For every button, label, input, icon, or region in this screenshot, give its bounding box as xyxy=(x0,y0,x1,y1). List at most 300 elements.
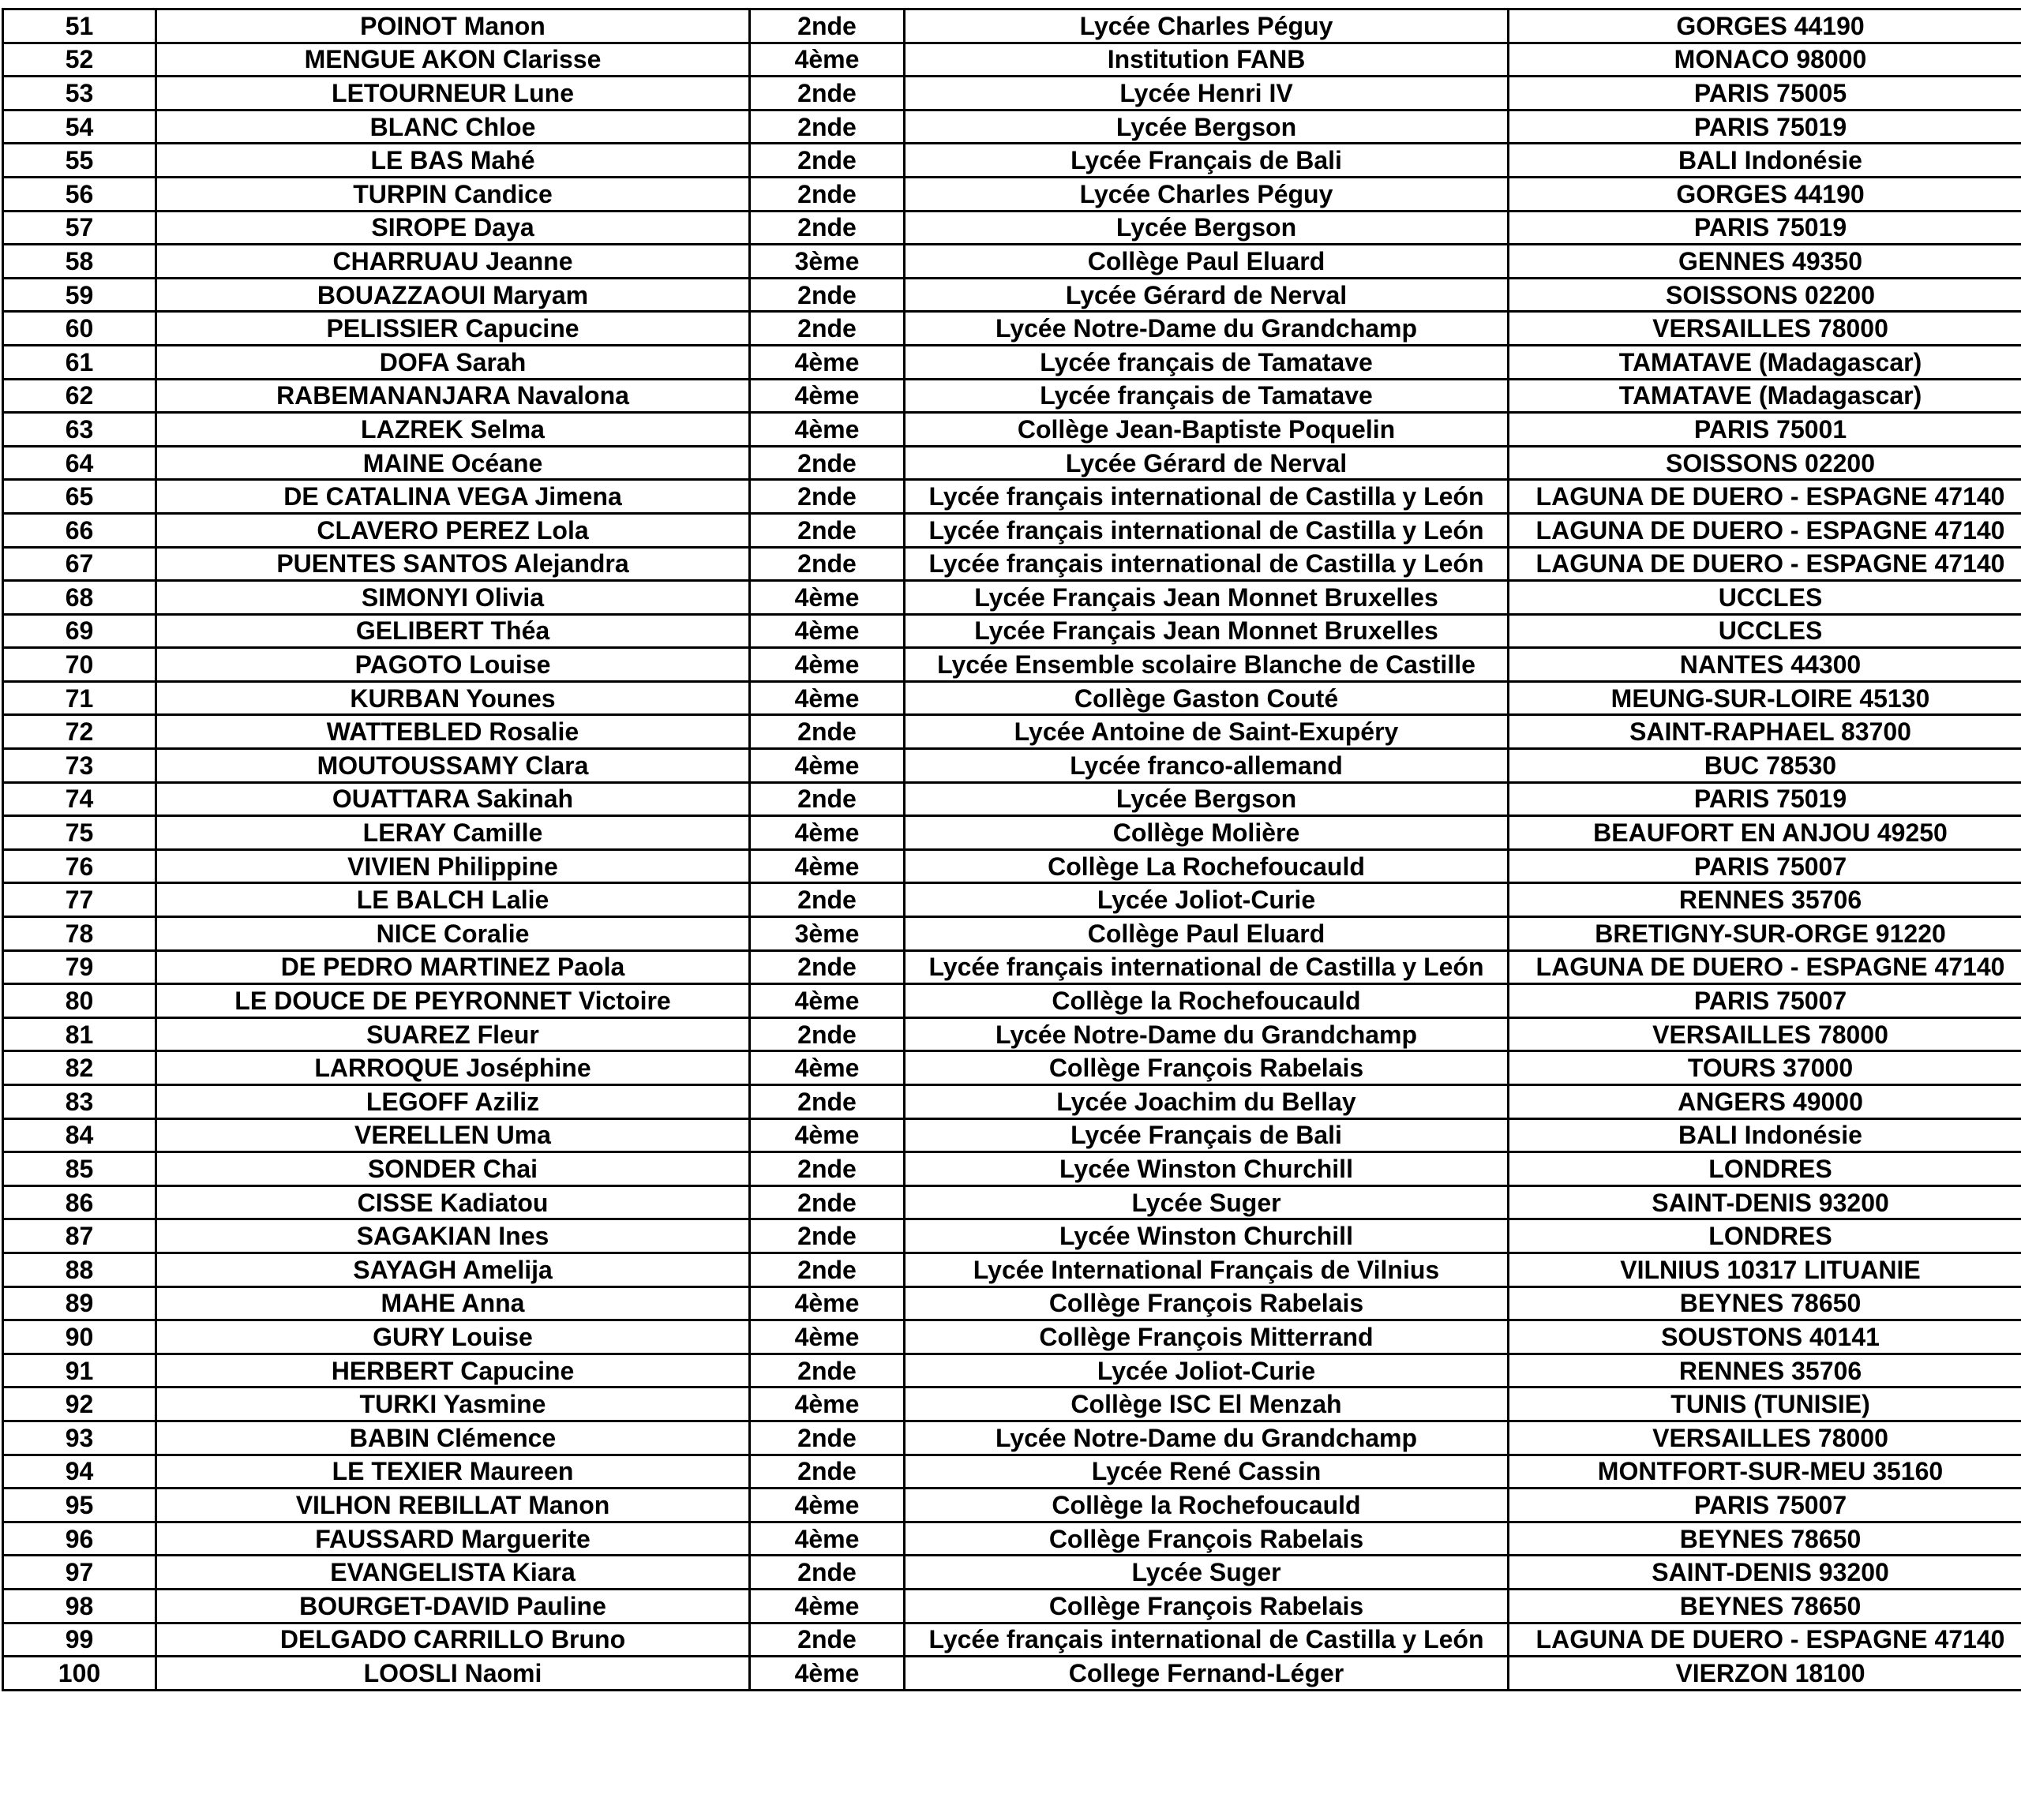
class-level-cell: 4ème xyxy=(750,984,905,1018)
table-body xyxy=(3,9,2021,1691)
city-cell: PARIS 75005 xyxy=(1509,77,2021,110)
table-row xyxy=(3,1118,2021,1152)
city-cell: LAGUNA DE DUERO - ESPAGNE 47140 xyxy=(1509,513,2021,547)
student-name-cell: LEGOFF Aziliz xyxy=(156,1085,750,1119)
table-row xyxy=(3,1455,2021,1489)
table-row xyxy=(3,1219,2021,1253)
table-row xyxy=(3,278,2021,312)
student-name-cell: CISSE Kadiatou xyxy=(156,1185,750,1219)
row-number-cell: 74 xyxy=(3,782,156,816)
student-name-cell: TURKI Yasmine xyxy=(156,1387,750,1421)
class-level-cell: 2nde xyxy=(750,782,905,816)
city-cell: MONACO 98000 xyxy=(1509,43,2021,77)
city-cell: BALI Indonésie xyxy=(1509,1118,2021,1152)
city-cell: VILNIUS 10317 LITUANIE xyxy=(1509,1253,2021,1286)
student-name-cell: BLANC Chloe xyxy=(156,110,750,144)
table-row xyxy=(3,1623,2021,1657)
table-row xyxy=(3,1387,2021,1421)
row-number-cell: 60 xyxy=(3,312,156,346)
city-cell: VIERZON 18100 xyxy=(1509,1657,2021,1691)
row-number-cell: 73 xyxy=(3,749,156,783)
student-name-cell: POINOT Manon xyxy=(156,9,750,43)
table-row xyxy=(3,984,2021,1018)
table-row xyxy=(3,782,2021,816)
student-name-cell: NICE Coralie xyxy=(156,917,750,951)
class-level-cell: 4ème xyxy=(750,1118,905,1152)
school-name-cell: Collège François Rabelais xyxy=(905,1522,1509,1556)
student-name-cell: LARROQUE Joséphine xyxy=(156,1051,750,1085)
class-level-cell: 2nde xyxy=(750,1623,905,1657)
student-name-cell: LE TEXIER Maureen xyxy=(156,1455,750,1489)
table-row xyxy=(3,849,2021,883)
class-level-cell: 2nde xyxy=(750,1354,905,1387)
student-name-cell: LETOURNEUR Lune xyxy=(156,77,750,110)
school-name-cell: Collège François Rabelais xyxy=(905,1051,1509,1085)
school-name-cell: Collège la Rochefoucauld xyxy=(905,1489,1509,1522)
student-name-cell: WATTEBLED Rosalie xyxy=(156,715,750,749)
table-row xyxy=(3,1253,2021,1286)
row-number-cell: 88 xyxy=(3,1253,156,1286)
table-row xyxy=(3,950,2021,984)
student-name-cell: PUENTES SANTOS Alejandra xyxy=(156,547,750,581)
class-level-cell: 2nde xyxy=(750,1455,905,1489)
row-number-cell: 68 xyxy=(3,581,156,615)
class-level-cell: 2nde xyxy=(750,1085,905,1119)
school-name-cell: Collège Jean-Baptiste Poquelin xyxy=(905,413,1509,447)
table-row xyxy=(3,581,2021,615)
class-level-cell: 2nde xyxy=(750,144,905,178)
school-name-cell: Lycée français de Tamatave xyxy=(905,379,1509,413)
student-name-cell: EVANGELISTA Kiara xyxy=(156,1556,750,1590)
student-name-cell: GURY Louise xyxy=(156,1320,750,1354)
table-row xyxy=(3,1152,2021,1186)
class-level-cell: 2nde xyxy=(750,883,905,917)
row-number-cell: 99 xyxy=(3,1623,156,1657)
table-row xyxy=(3,413,2021,447)
school-name-cell: Collège François Rabelais xyxy=(905,1589,1509,1623)
city-cell: VERSAILLES 78000 xyxy=(1509,1017,2021,1051)
table-row xyxy=(3,1354,2021,1387)
school-name-cell: Lycée français international de Castilla y León xyxy=(905,513,1509,547)
table-row xyxy=(3,749,2021,783)
table-row xyxy=(3,816,2021,850)
school-name-cell: Collège Gaston Couté xyxy=(905,681,1509,715)
class-level-cell: 4ème xyxy=(750,749,905,783)
class-level-cell: 4ème xyxy=(750,1522,905,1556)
city-cell: BEYNES 78650 xyxy=(1509,1286,2021,1320)
table-row xyxy=(3,1085,2021,1119)
row-number-cell: 79 xyxy=(3,950,156,984)
school-name-cell: Lycée français international de Castilla y León xyxy=(905,1623,1509,1657)
class-level-cell: 2nde xyxy=(750,278,905,312)
school-name-cell: College Fernand-Léger xyxy=(905,1657,1509,1691)
city-cell: UCCLES xyxy=(1509,614,2021,648)
table-row xyxy=(3,715,2021,749)
school-name-cell: Collège ISC El Menzah xyxy=(905,1387,1509,1421)
table-row xyxy=(3,312,2021,346)
row-number-cell: 64 xyxy=(3,446,156,480)
row-number-cell: 76 xyxy=(3,849,156,883)
class-level-cell: 4ème xyxy=(750,379,905,413)
row-number-cell: 84 xyxy=(3,1118,156,1152)
school-name-cell: Lycée français international de Castilla y León xyxy=(905,547,1509,581)
school-name-cell: Lycée Ensemble scolaire Blanche de Castille xyxy=(905,648,1509,682)
row-number-cell: 82 xyxy=(3,1051,156,1085)
row-number-cell: 93 xyxy=(3,1421,156,1455)
school-name-cell: Lycée Notre-Dame du Grandchamp xyxy=(905,1421,1509,1455)
class-level-cell: 4ème xyxy=(750,681,905,715)
row-number-cell: 58 xyxy=(3,245,156,279)
row-number-cell: 72 xyxy=(3,715,156,749)
school-name-cell: Lycée Bergson xyxy=(905,782,1509,816)
class-level-cell: 4ème xyxy=(750,648,905,682)
student-name-cell: VERELLEN Uma xyxy=(156,1118,750,1152)
school-name-cell: Lycée Notre-Dame du Grandchamp xyxy=(905,312,1509,346)
student-name-cell: VILHON REBILLAT Manon xyxy=(156,1489,750,1522)
class-level-cell: 4ème xyxy=(750,413,905,447)
school-name-cell: Collège Paul Eluard xyxy=(905,917,1509,951)
city-cell: SAINT-RAPHAEL 83700 xyxy=(1509,715,2021,749)
table-row xyxy=(3,681,2021,715)
row-number-cell: 89 xyxy=(3,1286,156,1320)
table-row xyxy=(3,144,2021,178)
row-number-cell: 53 xyxy=(3,77,156,110)
city-cell: LONDRES xyxy=(1509,1219,2021,1253)
row-number-cell: 95 xyxy=(3,1489,156,1522)
student-name-cell: BOUAZZAOUI Maryam xyxy=(156,278,750,312)
student-name-cell: MAINE Océane xyxy=(156,446,750,480)
table-row xyxy=(3,917,2021,951)
school-name-cell: Lycée franco-allemand xyxy=(905,749,1509,783)
city-cell: GENNES 49350 xyxy=(1509,245,2021,279)
row-number-cell: 70 xyxy=(3,648,156,682)
city-cell: BEAUFORT EN ANJOU 49250 xyxy=(1509,816,2021,850)
student-name-cell: GELIBERT Théa xyxy=(156,614,750,648)
city-cell: GORGES 44190 xyxy=(1509,177,2021,211)
student-name-cell: SONDER Chai xyxy=(156,1152,750,1186)
class-level-cell: 3ème xyxy=(750,245,905,279)
row-number-cell: 71 xyxy=(3,681,156,715)
city-cell: SOISSONS 02200 xyxy=(1509,446,2021,480)
student-name-cell: CHARRUAU Jeanne xyxy=(156,245,750,279)
city-cell: PARIS 75019 xyxy=(1509,211,2021,245)
class-level-cell: 2nde xyxy=(750,547,905,581)
city-cell: GORGES 44190 xyxy=(1509,9,2021,43)
table-row xyxy=(3,43,2021,77)
participants-table xyxy=(2,8,2021,1691)
table-row xyxy=(3,883,2021,917)
row-number-cell: 85 xyxy=(3,1152,156,1186)
city-cell: UCCLES xyxy=(1509,581,2021,615)
class-level-cell: 4ème xyxy=(750,1589,905,1623)
table-row xyxy=(3,480,2021,514)
row-number-cell: 78 xyxy=(3,917,156,951)
row-number-cell: 67 xyxy=(3,547,156,581)
student-name-cell: PAGOTO Louise xyxy=(156,648,750,682)
school-name-cell: Lycée Français de Bali xyxy=(905,1118,1509,1152)
row-number-cell: 54 xyxy=(3,110,156,144)
school-name-cell: Lycée Winston Churchill xyxy=(905,1219,1509,1253)
student-name-cell: DE PEDRO MARTINEZ Paola xyxy=(156,950,750,984)
city-cell: TOURS 37000 xyxy=(1509,1051,2021,1085)
row-number-cell: 51 xyxy=(3,9,156,43)
city-cell: SOUSTONS 40141 xyxy=(1509,1320,2021,1354)
student-name-cell: RABEMANANJARA Navalona xyxy=(156,379,750,413)
row-number-cell: 100 xyxy=(3,1657,156,1691)
row-number-cell: 75 xyxy=(3,816,156,850)
row-number-cell: 97 xyxy=(3,1556,156,1590)
class-level-cell: 4ème xyxy=(750,614,905,648)
class-level-cell: 2nde xyxy=(750,1219,905,1253)
table-row xyxy=(3,648,2021,682)
table-row xyxy=(3,1286,2021,1320)
table-row xyxy=(3,1320,2021,1354)
table-row xyxy=(3,77,2021,110)
student-name-cell: MOUTOUSSAMY Clara xyxy=(156,749,750,783)
school-name-cell: Lycée Winston Churchill xyxy=(905,1152,1509,1186)
city-cell: TAMATAVE (Madagascar) xyxy=(1509,379,2021,413)
student-name-cell: LERAY Camille xyxy=(156,816,750,850)
student-name-cell: KURBAN Younes xyxy=(156,681,750,715)
table-row xyxy=(3,379,2021,413)
city-cell: MEUNG-SUR-LOIRE 45130 xyxy=(1509,681,2021,715)
city-cell: PARIS 75001 xyxy=(1509,413,2021,447)
class-level-cell: 4ème xyxy=(750,1320,905,1354)
table-row xyxy=(3,513,2021,547)
student-name-cell: SIROPE Daya xyxy=(156,211,750,245)
row-number-cell: 77 xyxy=(3,883,156,917)
school-name-cell: Lycée Suger xyxy=(905,1556,1509,1590)
city-cell: PARIS 75007 xyxy=(1509,984,2021,1018)
school-name-cell: Lycée René Cassin xyxy=(905,1455,1509,1489)
school-name-cell: Lycée Bergson xyxy=(905,110,1509,144)
class-level-cell: 4ème xyxy=(750,816,905,850)
city-cell: LONDRES xyxy=(1509,1152,2021,1186)
school-name-cell: Institution FANB xyxy=(905,43,1509,77)
class-level-cell: 4ème xyxy=(750,345,905,379)
city-cell: LAGUNA DE DUERO - ESPAGNE 47140 xyxy=(1509,547,2021,581)
school-name-cell: Lycée Charles Péguy xyxy=(905,9,1509,43)
row-number-cell: 83 xyxy=(3,1085,156,1119)
city-cell: LAGUNA DE DUERO - ESPAGNE 47140 xyxy=(1509,1623,2021,1657)
city-cell: NANTES 44300 xyxy=(1509,648,2021,682)
city-cell: TUNIS (TUNISIE) xyxy=(1509,1387,2021,1421)
city-cell: PARIS 75019 xyxy=(1509,110,2021,144)
class-level-cell: 2nde xyxy=(750,446,905,480)
city-cell: LAGUNA DE DUERO - ESPAGNE 47140 xyxy=(1509,480,2021,514)
city-cell: BEYNES 78650 xyxy=(1509,1522,2021,1556)
row-number-cell: 86 xyxy=(3,1185,156,1219)
student-name-cell: LE DOUCE DE PEYRONNET Victoire xyxy=(156,984,750,1018)
table-row xyxy=(3,245,2021,279)
class-level-cell: 2nde xyxy=(750,1185,905,1219)
student-name-cell: VIVIEN Philippine xyxy=(156,849,750,883)
table-row xyxy=(3,9,2021,43)
row-number-cell: 66 xyxy=(3,513,156,547)
class-level-cell: 2nde xyxy=(750,480,905,514)
school-name-cell: Collège François Rabelais xyxy=(905,1286,1509,1320)
table-row xyxy=(3,1421,2021,1455)
row-number-cell: 94 xyxy=(3,1455,156,1489)
school-name-cell: Lycée Joachim du Bellay xyxy=(905,1085,1509,1119)
city-cell: SOISSONS 02200 xyxy=(1509,278,2021,312)
city-cell: VERSAILLES 78000 xyxy=(1509,1421,2021,1455)
class-level-cell: 2nde xyxy=(750,1152,905,1186)
city-cell: VERSAILLES 78000 xyxy=(1509,312,2021,346)
class-level-cell: 4ème xyxy=(750,581,905,615)
row-number-cell: 55 xyxy=(3,144,156,178)
table-row xyxy=(3,614,2021,648)
class-level-cell: 2nde xyxy=(750,9,905,43)
row-number-cell: 65 xyxy=(3,480,156,514)
city-cell: PARIS 75007 xyxy=(1509,849,2021,883)
school-name-cell: Lycée Henri IV xyxy=(905,77,1509,110)
school-name-cell: Collège Paul Eluard xyxy=(905,245,1509,279)
class-level-cell: 4ème xyxy=(750,849,905,883)
table-row xyxy=(3,1522,2021,1556)
school-name-cell: Collège La Rochefoucauld xyxy=(905,849,1509,883)
student-name-cell: DE CATALINA VEGA Jimena xyxy=(156,480,750,514)
city-cell: RENNES 35706 xyxy=(1509,883,2021,917)
class-level-cell: 2nde xyxy=(750,177,905,211)
row-number-cell: 57 xyxy=(3,211,156,245)
table-row xyxy=(3,1051,2021,1085)
school-name-cell: Lycée français de Tamatave xyxy=(905,345,1509,379)
student-name-cell: SAGAKIAN Ines xyxy=(156,1219,750,1253)
student-name-cell: HERBERT Capucine xyxy=(156,1354,750,1387)
school-name-cell: Lycée Français Jean Monnet Bruxelles xyxy=(905,581,1509,615)
row-number-cell: 92 xyxy=(3,1387,156,1421)
class-level-cell: 4ème xyxy=(750,1657,905,1691)
city-cell: PARIS 75019 xyxy=(1509,782,2021,816)
student-name-cell: SUAREZ Fleur xyxy=(156,1017,750,1051)
student-name-cell: SAYAGH Amelija xyxy=(156,1253,750,1286)
table-row xyxy=(3,110,2021,144)
student-name-cell: CLAVERO PEREZ Lola xyxy=(156,513,750,547)
city-cell: RENNES 35706 xyxy=(1509,1354,2021,1387)
school-name-cell: Lycée français international de Castilla y León xyxy=(905,950,1509,984)
school-name-cell: Lycée Français de Bali xyxy=(905,144,1509,178)
row-number-cell: 98 xyxy=(3,1589,156,1623)
school-name-cell: Lycée Joliot-Curie xyxy=(905,1354,1509,1387)
row-number-cell: 69 xyxy=(3,614,156,648)
school-name-cell: Lycée Français Jean Monnet Bruxelles xyxy=(905,614,1509,648)
row-number-cell: 87 xyxy=(3,1219,156,1253)
table-row xyxy=(3,446,2021,480)
city-cell: TAMATAVE (Madagascar) xyxy=(1509,345,2021,379)
table-row xyxy=(3,1489,2021,1522)
city-cell: BUC 78530 xyxy=(1509,749,2021,783)
student-name-cell: SIMONYI Olivia xyxy=(156,581,750,615)
school-name-cell: Lycée Antoine de Saint-Exupéry xyxy=(905,715,1509,749)
school-name-cell: Lycée Suger xyxy=(905,1185,1509,1219)
school-name-cell: Collège François Mitterrand xyxy=(905,1320,1509,1354)
city-cell: SAINT-DENIS 93200 xyxy=(1509,1185,2021,1219)
row-number-cell: 62 xyxy=(3,379,156,413)
class-level-cell: 2nde xyxy=(750,950,905,984)
school-name-cell: Lycée Gérard de Nerval xyxy=(905,446,1509,480)
school-name-cell: Lycée Bergson xyxy=(905,211,1509,245)
class-level-cell: 4ème xyxy=(750,43,905,77)
city-cell: MONTFORT-SUR-MEU 35160 xyxy=(1509,1455,2021,1489)
city-cell: BALI Indonésie xyxy=(1509,144,2021,178)
class-level-cell: 2nde xyxy=(750,1253,905,1286)
class-level-cell: 2nde xyxy=(750,1421,905,1455)
school-name-cell: Collège la Rochefoucauld xyxy=(905,984,1509,1018)
student-name-cell: LE BALCH Lalie xyxy=(156,883,750,917)
student-name-cell: LOOSLI Naomi xyxy=(156,1657,750,1691)
row-number-cell: 59 xyxy=(3,278,156,312)
class-level-cell: 4ème xyxy=(750,1051,905,1085)
row-number-cell: 96 xyxy=(3,1522,156,1556)
student-name-cell: LAZREK Selma xyxy=(156,413,750,447)
student-name-cell: FAUSSARD Marguerite xyxy=(156,1522,750,1556)
class-level-cell: 4ème xyxy=(750,1387,905,1421)
school-name-cell: Lycée Gérard de Nerval xyxy=(905,278,1509,312)
school-name-cell: Lycée International Français de Vilnius xyxy=(905,1253,1509,1286)
table-row xyxy=(3,345,2021,379)
student-name-cell: LE BAS Mahé xyxy=(156,144,750,178)
document-page xyxy=(0,8,2021,1691)
student-name-cell: BABIN Clémence xyxy=(156,1421,750,1455)
class-level-cell: 4ème xyxy=(750,1489,905,1522)
school-name-cell: Lycée français international de Castilla y León xyxy=(905,480,1509,514)
class-level-cell: 2nde xyxy=(750,77,905,110)
table-row xyxy=(3,177,2021,211)
class-level-cell: 3ème xyxy=(750,917,905,951)
city-cell: SAINT-DENIS 93200 xyxy=(1509,1556,2021,1590)
row-number-cell: 63 xyxy=(3,413,156,447)
city-cell: LAGUNA DE DUERO - ESPAGNE 47140 xyxy=(1509,950,2021,984)
class-level-cell: 2nde xyxy=(750,110,905,144)
row-number-cell: 90 xyxy=(3,1320,156,1354)
school-name-cell: Lycée Joliot-Curie xyxy=(905,883,1509,917)
student-name-cell: MAHE Anna xyxy=(156,1286,750,1320)
class-level-cell: 2nde xyxy=(750,715,905,749)
class-level-cell: 2nde xyxy=(750,1556,905,1590)
student-name-cell: OUATTARA Sakinah xyxy=(156,782,750,816)
row-number-cell: 56 xyxy=(3,177,156,211)
student-name-cell: TURPIN Candice xyxy=(156,177,750,211)
student-name-cell: PELISSIER Capucine xyxy=(156,312,750,346)
city-cell: PARIS 75007 xyxy=(1509,1489,2021,1522)
row-number-cell: 91 xyxy=(3,1354,156,1387)
class-level-cell: 2nde xyxy=(750,1017,905,1051)
table-row xyxy=(3,547,2021,581)
row-number-cell: 81 xyxy=(3,1017,156,1051)
table-row xyxy=(3,1017,2021,1051)
table-row xyxy=(3,1556,2021,1590)
table-row xyxy=(3,1589,2021,1623)
city-cell: BRETIGNY-SUR-ORGE 91220 xyxy=(1509,917,2021,951)
school-name-cell: Collège Molière xyxy=(905,816,1509,850)
city-cell: BEYNES 78650 xyxy=(1509,1589,2021,1623)
row-number-cell: 52 xyxy=(3,43,156,77)
student-name-cell: MENGUE AKON Clarisse xyxy=(156,43,750,77)
row-number-cell: 61 xyxy=(3,345,156,379)
row-number-cell: 80 xyxy=(3,984,156,1018)
table-row xyxy=(3,1185,2021,1219)
student-name-cell: BOURGET-DAVID Pauline xyxy=(156,1589,750,1623)
student-name-cell: DELGADO CARRILLO Bruno xyxy=(156,1623,750,1657)
student-name-cell: DOFA Sarah xyxy=(156,345,750,379)
class-level-cell: 4ème xyxy=(750,1286,905,1320)
class-level-cell: 2nde xyxy=(750,211,905,245)
school-name-cell: Lycée Notre-Dame du Grandchamp xyxy=(905,1017,1509,1051)
city-cell: ANGERS 49000 xyxy=(1509,1085,2021,1119)
table-row xyxy=(3,1657,2021,1691)
table-row xyxy=(3,211,2021,245)
